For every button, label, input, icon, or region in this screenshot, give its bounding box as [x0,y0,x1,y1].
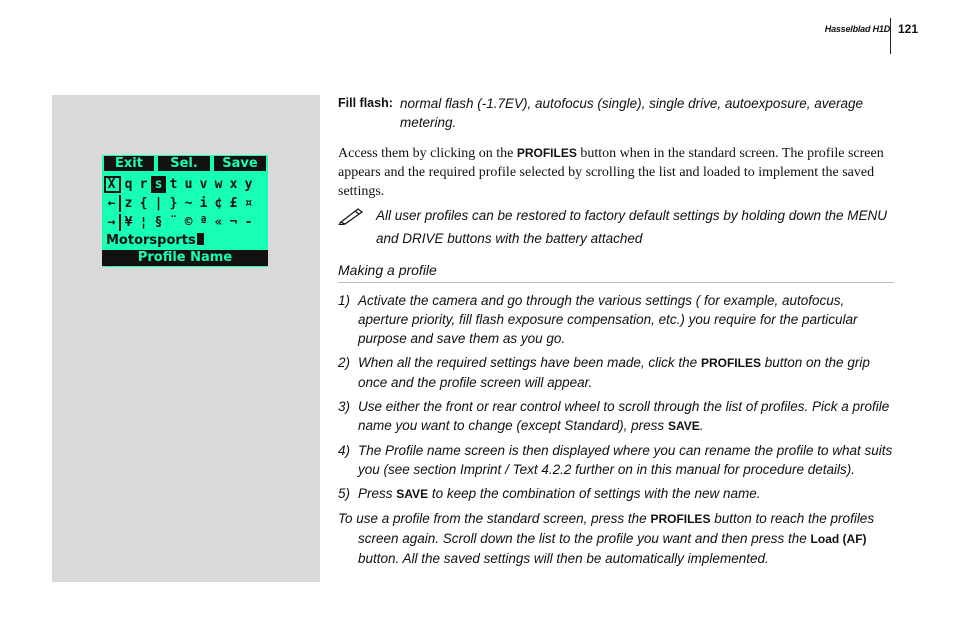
note-block [338,205,894,251]
fill-flash-text: normal flash (-1.7EV), autofocus (single), single drive, autoexposure, average metering. [400,96,863,130]
step-keyword: PROFILES [700,356,761,370]
lcd-grid-cell: x [229,177,238,192]
lcd-grid-cell: ¦ [139,215,148,230]
step-text: The Profile name screen is then displayed where you can rename the profile to what suits you (see section Imprint / Text 4.2.2 further on in this manual for procedure details). [358,443,893,477]
lcd-grid-cell: → [104,214,121,231]
access-text-2: button when in the standard screen. The profile screen appears and the required profile selected by scrolling the list and loaded to implement the saved settings. [338,146,884,199]
step-number: 1) [338,293,351,308]
step-item [338,353,894,392]
step-keyword: SAVE [667,419,700,433]
lcd-grid-cell: s [151,176,166,193]
step-item [338,484,894,504]
step-text: Use either the front or rear control wheel to scroll through the list of profiles. Pick a profile name you want to change (except Standard), press [358,399,890,433]
closing-text-3: button. All the saved settings will then be automatically implemented. [358,551,769,566]
fill-flash-entry [338,94,894,132]
lcd-grid-cell: y [244,177,253,192]
closing-paragraph [338,509,894,568]
step-number: 3) [338,399,351,414]
step-item [338,397,894,436]
lcd-grid-row [104,195,256,214]
lcd-grid-row [104,176,256,195]
step-number: 2) [338,355,351,370]
step-item [338,441,894,479]
section-heading: Making a profile [338,261,894,283]
lcd-grid-cell: § [154,215,163,230]
lcd-grid-cell: u [184,177,193,192]
lcd-grid-cell: z [124,196,133,211]
lcd-grid-cell: ¥ [124,215,133,230]
closing-keyword-2: Load (AF) [810,532,867,546]
pencil-icon [338,207,364,225]
lcd-grid-cell: r [139,177,148,192]
closing-keyword-1: PROFILES [650,512,711,526]
lcd-tab-select: Sel. [158,156,210,171]
lcd-grid-cell: X [104,176,121,193]
main-content [338,92,894,568]
step-text-tail: button on the grip once and the profile screen will appear. [358,355,870,390]
closing-text-1: To use a profile from the standard screen, press the [338,511,647,526]
lcd-grid-cell: t [169,177,178,192]
access-text-1: Access them by clicking on the [338,146,514,161]
step-text: Press [358,486,393,501]
lcd-grid-cell: © [184,215,193,230]
step-text: Activate the camera and go through the various settings ( for example, autofocus, aperture priority, fill flash exposure compensation, etc.) you require for the particular purpose and save them as you go. [358,293,858,346]
lcd-grid-cell: w [214,177,223,192]
lcd-profile-name-value: Motorsports [106,233,196,248]
lcd-screen-illustration [102,155,268,267]
step-number: 5) [338,486,351,501]
page-number: 121 [898,22,919,36]
lcd-text-cursor [197,233,204,245]
fill-flash-label: Fill flash: [338,96,393,110]
header-title: Hasselblad H1D [824,24,890,34]
lcd-grid-cell: ª [199,215,208,230]
lcd-grid-cell: ¬ [229,215,238,230]
step-number: 4) [338,443,351,458]
lcd-profile-name-field [106,233,204,248]
lcd-grid-cell: ¤ [244,196,253,211]
header-divider [890,18,891,54]
lcd-tab-save: Save [214,156,266,171]
lcd-grid-cell: i [199,196,208,211]
lcd-grid-cell: q [124,177,133,192]
step-text-tail: to keep the combination of settings with the new name. [431,486,761,501]
access-keyword: PROFILES [516,146,577,160]
note-text: All user profiles can be restored to factory default settings by holding down the MENU and DRIVE buttons with the battery attached [376,208,888,246]
step-keyword: SAVE [396,487,429,501]
step-item [338,291,894,348]
step-text-tail: . [699,418,704,433]
lcd-grid-cell: { [139,196,148,211]
lcd-character-grid [104,176,256,233]
lcd-grid-cell: ¨ [169,215,178,230]
lcd-grid-cell: } [169,196,178,211]
lcd-grid-cell: £ [229,196,238,211]
lcd-footer-label: Profile Name [102,250,268,266]
lcd-tab-exit: Exit [104,156,154,171]
lcd-grid-cell: ~ [184,196,193,211]
steps-list [338,291,894,504]
lcd-tab-bar [102,155,268,172]
access-paragraph [338,144,894,201]
lcd-grid-cell: ← [104,195,121,212]
lcd-grid-row [104,214,256,233]
lcd-grid-cell: « [214,215,223,230]
step-text: When all the required settings have been made, click the [358,355,698,370]
lcd-grid-cell: ¢ [214,196,223,211]
lcd-grid-cell: - [244,215,253,230]
closing-text-2: button to reach the profiles screen again. Scroll down the list to the profile you want and then press the [358,511,875,546]
lcd-grid-cell: | [154,196,163,211]
lcd-grid-cell: v [199,177,208,192]
